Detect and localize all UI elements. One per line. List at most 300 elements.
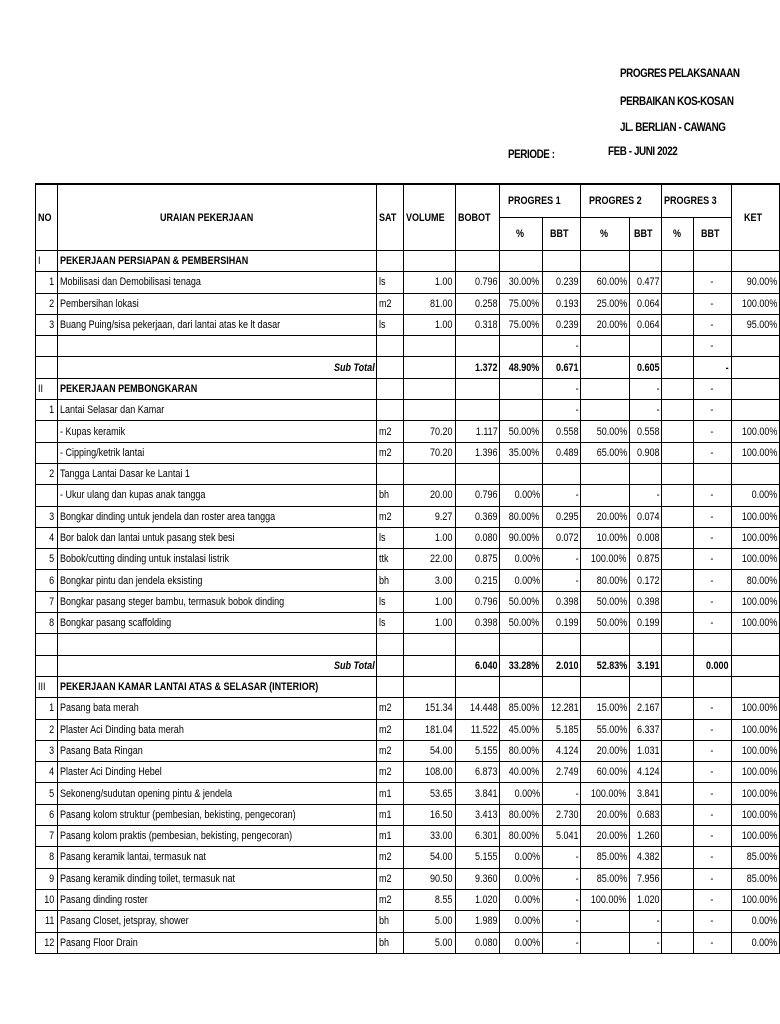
cell-p2-pct: 20.00% <box>581 314 629 335</box>
cell-ket: 100.00% <box>731 826 779 847</box>
cell-p2-pct: 20.00% <box>581 506 629 527</box>
cell-bobot: 0.875 <box>455 549 500 570</box>
cell-volume <box>403 655 455 676</box>
cell-p3-pct <box>662 506 694 527</box>
cell-volume: 8.55 <box>403 889 455 910</box>
col-header-progres3: PROGRES 3 <box>662 184 731 218</box>
table-row <box>36 293 780 314</box>
cell-p1-pct: 80.00% <box>500 804 542 825</box>
cell-sat: m2 <box>377 421 403 442</box>
cell-volume <box>403 357 455 378</box>
cell-p3-bbt <box>694 463 732 484</box>
cell-p1-pct: 0.00% <box>500 889 542 910</box>
cell-sat <box>377 400 403 421</box>
cell-p2-pct <box>581 400 629 421</box>
cell-ket: 95.00% <box>731 314 779 335</box>
cell-p1-pct: 30.00% <box>500 272 542 293</box>
cell-bobot: 1.396 <box>455 442 500 463</box>
cell-uraian: Pasang dinding roster <box>57 889 377 910</box>
cell-p3-pct <box>662 570 694 591</box>
cell-uraian: Pembersihan lokasi <box>57 293 377 314</box>
cell-uraian <box>57 634 377 655</box>
cell-bobot <box>455 336 500 357</box>
cell-ket <box>731 357 779 378</box>
cell-p1-bbt: - <box>542 889 581 910</box>
table-row <box>36 336 780 357</box>
cell-uraian: Plaster Aci Dinding Hebel <box>57 762 377 783</box>
cell-p2-bbt: 1.260 <box>629 826 662 847</box>
cell-p2-bbt: 0.683 <box>629 804 662 825</box>
cell-bobot <box>455 400 500 421</box>
col-header-p2-bbt: BBT <box>629 218 662 251</box>
cell-p1-bbt: 0.295 <box>542 506 581 527</box>
cell-no: 8 <box>36 847 58 868</box>
cell-p3-bbt <box>694 634 732 655</box>
cell-bobot: 0.796 <box>455 485 500 506</box>
cell-no: 5 <box>36 783 58 804</box>
cell-no: 9 <box>36 868 58 889</box>
cell-p2-pct: 55.00% <box>581 719 629 740</box>
cell-p3-pct <box>662 762 694 783</box>
cell-p3-pct <box>662 463 694 484</box>
cell-volume: 54.00 <box>403 847 455 868</box>
cell-no: 2 <box>36 719 58 740</box>
cell-volume: 3.00 <box>403 570 455 591</box>
cell-p1-pct <box>500 634 542 655</box>
cell-volume: 16.50 <box>403 804 455 825</box>
cell-bobot: 5.155 <box>455 847 500 868</box>
cell-ket: 100.00% <box>731 549 779 570</box>
cell-sat: m1 <box>377 783 403 804</box>
cell-ket: 100.00% <box>731 421 779 442</box>
cell-no: 2 <box>36 293 58 314</box>
cell-no <box>36 357 58 378</box>
cell-sat <box>377 655 403 676</box>
cell-uraian: Plaster Aci Dinding bata merah <box>57 719 377 740</box>
cell-sat: bh <box>377 911 403 932</box>
cell-p1-pct: 0.00% <box>500 911 542 932</box>
cell-uraian: Bobok/cutting dinding untuk instalasi listrik <box>57 549 377 570</box>
cell-bobot: 6.040 <box>455 655 500 676</box>
cell-p2-bbt <box>629 463 662 484</box>
cell-p1-bbt: 0.239 <box>542 314 581 335</box>
cell-p2-bbt: - <box>629 911 662 932</box>
cell-sat <box>377 378 403 399</box>
cell-no: 6 <box>36 570 58 591</box>
cell-sat: m1 <box>377 826 403 847</box>
cell-p1-pct <box>500 336 542 357</box>
cell-volume: 5.00 <box>403 911 455 932</box>
cell-sat: ls <box>377 527 403 548</box>
cell-p2-bbt: - <box>629 400 662 421</box>
cell-p3-pct <box>662 740 694 761</box>
cell-p1-pct: 75.00% <box>500 293 542 314</box>
cell-ket: 0.00% <box>731 932 779 953</box>
cell-uraian: Pasang keramik lantai, termasuk nat <box>57 847 377 868</box>
cell-p3-pct <box>662 634 694 655</box>
cell-volume: 151.34 <box>403 698 455 719</box>
cell-no: 3 <box>36 740 58 761</box>
cell-p3-bbt: - <box>694 804 732 825</box>
cell-p1-bbt: - <box>542 868 581 889</box>
cell-bobot: 0.369 <box>455 506 500 527</box>
cell-p3-pct <box>662 442 694 463</box>
cell-p1-pct: 80.00% <box>500 740 542 761</box>
cell-p3-bbt: 0.000 <box>694 655 732 676</box>
cell-ket <box>731 676 779 697</box>
col-header-p1-bbt: BBT <box>542 218 581 251</box>
cell-p3-pct <box>662 868 694 889</box>
cell-p2-pct <box>581 634 629 655</box>
cell-ket: 100.00% <box>731 591 779 612</box>
progress-table <box>35 183 780 954</box>
cell-p2-bbt: 4.382 <box>629 847 662 868</box>
cell-p1-bbt <box>542 463 581 484</box>
cell-uraian: Tangga Lantai Dasar ke Lantai 1 <box>57 463 377 484</box>
table-row <box>36 826 780 847</box>
cell-ket <box>731 463 779 484</box>
cell-bobot: 6.301 <box>455 826 500 847</box>
cell-no: 8 <box>36 613 58 634</box>
table-row <box>36 463 780 484</box>
section-row <box>36 676 780 697</box>
cell-p2-pct <box>581 676 629 697</box>
cell-p3-bbt: - <box>694 378 732 399</box>
cell-p2-pct <box>581 463 629 484</box>
table-row <box>36 698 780 719</box>
cell-p1-bbt: - <box>542 570 581 591</box>
cell-sat: m2 <box>377 698 403 719</box>
table-row <box>36 421 780 442</box>
cell-volume: 1.00 <box>403 613 455 634</box>
cell-ket: 90.00% <box>731 272 779 293</box>
subtotal-row <box>36 655 780 676</box>
cell-p2-pct: 60.00% <box>581 762 629 783</box>
cell-p1-pct: 0.00% <box>500 570 542 591</box>
cell-p2-pct <box>581 378 629 399</box>
cell-no: 2 <box>36 463 58 484</box>
cell-p1-pct: 33.28% <box>500 655 542 676</box>
cell-volume: 33.00 <box>403 826 455 847</box>
cell-p2-pct: 20.00% <box>581 740 629 761</box>
table-row <box>36 527 780 548</box>
cell-p3-bbt: - <box>694 570 732 591</box>
cell-uraian: Pasang keramik dinding toilet, termasuk nat <box>57 868 377 889</box>
cell-ket: 100.00% <box>731 698 779 719</box>
cell-p3-pct <box>662 400 694 421</box>
cell-bobot <box>455 634 500 655</box>
cell-p2-pct: 20.00% <box>581 804 629 825</box>
cell-sat: ttk <box>377 549 403 570</box>
cell-bobot <box>455 463 500 484</box>
cell-bobot <box>455 676 500 697</box>
cell-p3-pct <box>662 932 694 953</box>
cell-p2-pct: 50.00% <box>581 421 629 442</box>
cell-volume: 70.20 <box>403 442 455 463</box>
cell-ket <box>731 336 779 357</box>
table-row <box>36 272 780 293</box>
cell-ket: 0.00% <box>731 911 779 932</box>
report-title-line3: JL. BERLIAN - CAWANG <box>620 120 726 134</box>
cell-sat <box>377 463 403 484</box>
cell-p1-bbt: - <box>542 485 581 506</box>
section-row <box>36 378 780 399</box>
col-header-progres1: PROGRES 1 <box>500 184 581 218</box>
cell-p2-bbt: 3.191 <box>629 655 662 676</box>
cell-volume: 181.04 <box>403 719 455 740</box>
col-header-sat: SAT <box>377 184 403 251</box>
cell-uraian: Pasang kolom praktis (pembesian, bekisting, pengecoran) <box>57 826 377 847</box>
cell-p3-pct <box>662 378 694 399</box>
table-row <box>36 613 780 634</box>
cell-p2-pct <box>581 251 629 272</box>
cell-p2-bbt: 1.020 <box>629 889 662 910</box>
cell-uraian: Pasang Closet, jetspray, shower <box>57 911 377 932</box>
cell-no <box>36 485 58 506</box>
cell-p2-bbt <box>629 251 662 272</box>
cell-p1-bbt: 5.185 <box>542 719 581 740</box>
cell-p1-pct: 50.00% <box>500 591 542 612</box>
cell-p1-pct: 0.00% <box>500 932 542 953</box>
cell-no: 10 <box>36 889 58 910</box>
cell-ket: 100.00% <box>731 762 779 783</box>
cell-sat: m1 <box>377 804 403 825</box>
cell-ket: 100.00% <box>731 442 779 463</box>
cell-no: 7 <box>36 826 58 847</box>
cell-p2-bbt: 0.908 <box>629 442 662 463</box>
col-header-bobot: BOBOT <box>455 184 500 251</box>
cell-ket: 100.00% <box>731 783 779 804</box>
cell-sat: m2 <box>377 868 403 889</box>
subtotal-row <box>36 357 780 378</box>
cell-uraian: Pasang kolom struktur (pembesian, bekisting, pengecoran) <box>57 804 377 825</box>
cell-volume <box>403 378 455 399</box>
table-row <box>36 740 780 761</box>
cell-p2-pct: 15.00% <box>581 698 629 719</box>
table-row <box>36 847 780 868</box>
cell-no: 5 <box>36 549 58 570</box>
cell-volume <box>403 463 455 484</box>
cell-volume: 1.00 <box>403 527 455 548</box>
cell-p3-pct <box>662 549 694 570</box>
cell-p2-pct <box>581 336 629 357</box>
cell-p3-bbt: - <box>694 336 732 357</box>
cell-uraian: Mobilisasi dan Demobilisasi tenaga <box>57 272 377 293</box>
cell-p3-pct <box>662 826 694 847</box>
cell-p3-bbt: - <box>694 591 732 612</box>
cell-ket <box>731 251 779 272</box>
cell-p1-pct: 0.00% <box>500 549 542 570</box>
cell-p3-bbt: - <box>694 549 732 570</box>
cell-sat: m2 <box>377 847 403 868</box>
cell-uraian: Lantai Selasar dan Kamar <box>57 400 377 421</box>
cell-p1-pct: 0.00% <box>500 783 542 804</box>
cell-uraian: - Ukur ulang dan kupas anak tangga <box>57 485 377 506</box>
cell-no: 1 <box>36 698 58 719</box>
cell-p1-bbt: 2.730 <box>542 804 581 825</box>
cell-p3-pct <box>662 783 694 804</box>
cell-p2-bbt: 0.477 <box>629 272 662 293</box>
cell-p3-bbt: - <box>694 357 732 378</box>
cell-p1-bbt <box>542 251 581 272</box>
cell-p2-bbt: - <box>629 932 662 953</box>
cell-p2-pct <box>581 485 629 506</box>
cell-volume: 20.00 <box>403 485 455 506</box>
cell-p1-pct: 50.00% <box>500 613 542 634</box>
cell-sat: m2 <box>377 740 403 761</box>
cell-p3-pct <box>662 527 694 548</box>
cell-p2-bbt: 0.172 <box>629 570 662 591</box>
cell-uraian: - Kupas keramik <box>57 421 377 442</box>
cell-p3-bbt: - <box>694 293 732 314</box>
cell-volume <box>403 676 455 697</box>
cell-uraian: PEKERJAAN KAMAR LANTAI ATAS & SELASAR (INTERIOR) <box>57 676 377 697</box>
cell-p3-pct <box>662 847 694 868</box>
cell-bobot <box>455 251 500 272</box>
cell-p2-pct: 25.00% <box>581 293 629 314</box>
cell-volume: 90.50 <box>403 868 455 889</box>
cell-bobot: 6.873 <box>455 762 500 783</box>
cell-no: 1 <box>36 272 58 293</box>
cell-sat: m2 <box>377 442 403 463</box>
cell-p3-pct <box>662 357 694 378</box>
table-row <box>36 549 780 570</box>
cell-ket: 85.00% <box>731 847 779 868</box>
cell-p2-pct: 50.00% <box>581 613 629 634</box>
cell-p1-pct: 0.00% <box>500 868 542 889</box>
table-row <box>36 400 780 421</box>
cell-p2-pct: 60.00% <box>581 272 629 293</box>
cell-p3-pct <box>662 889 694 910</box>
cell-p3-pct <box>662 613 694 634</box>
cell-p2-bbt: 6.337 <box>629 719 662 740</box>
table-row <box>36 783 780 804</box>
cell-uraian <box>57 336 377 357</box>
col-header-p3-bbt: BBT <box>694 218 732 251</box>
cell-volume: 5.00 <box>403 932 455 953</box>
cell-p2-bbt <box>629 676 662 697</box>
cell-p1-bbt: - <box>542 911 581 932</box>
cell-uraian: Pasang bata merah <box>57 698 377 719</box>
cell-p1-bbt: 12.281 <box>542 698 581 719</box>
cell-ket <box>731 400 779 421</box>
table-row <box>36 932 780 953</box>
table-row <box>36 314 780 335</box>
cell-p3-pct <box>662 804 694 825</box>
cell-ket: 100.00% <box>731 804 779 825</box>
cell-uraian: - Cipping/ketrik lantai <box>57 442 377 463</box>
cell-p2-bbt <box>629 336 662 357</box>
cell-p3-bbt: - <box>694 314 732 335</box>
cell-p3-pct <box>662 911 694 932</box>
cell-no: 7 <box>36 591 58 612</box>
cell-ket: 100.00% <box>731 740 779 761</box>
cell-p3-bbt: - <box>694 421 732 442</box>
cell-p1-bbt: 4.124 <box>542 740 581 761</box>
cell-bobot: 1.020 <box>455 889 500 910</box>
col-header-volume: VOLUME <box>403 184 455 251</box>
cell-p3-bbt: - <box>694 400 732 421</box>
col-header-p2-pct: % <box>581 218 629 251</box>
cell-sat: m2 <box>377 762 403 783</box>
cell-uraian: Pasang Bata Ringan <box>57 740 377 761</box>
cell-p2-bbt: 0.008 <box>629 527 662 548</box>
cell-uraian: Buang Puing/sisa pekerjaan, dari lantai atas ke lt dasar <box>57 314 377 335</box>
cell-no <box>36 442 58 463</box>
cell-sat: bh <box>377 485 403 506</box>
table-row <box>36 570 780 591</box>
cell-p1-bbt: - <box>542 783 581 804</box>
cell-p3-bbt: - <box>694 698 732 719</box>
cell-p3-bbt: - <box>694 847 732 868</box>
cell-p1-pct: 45.00% <box>500 719 542 740</box>
table-row <box>36 442 780 463</box>
cell-no: I <box>36 251 58 272</box>
cell-bobot: 14.448 <box>455 698 500 719</box>
cell-p1-pct: 75.00% <box>500 314 542 335</box>
cell-p1-bbt: 5.041 <box>542 826 581 847</box>
cell-p1-bbt: - <box>542 378 581 399</box>
cell-volume: 81.00 <box>403 293 455 314</box>
cell-p3-bbt: - <box>694 911 732 932</box>
cell-p1-bbt: 0.199 <box>542 613 581 634</box>
cell-p3-bbt: - <box>694 889 732 910</box>
cell-bobot <box>455 378 500 399</box>
cell-p2-bbt: 3.841 <box>629 783 662 804</box>
cell-bobot: 0.080 <box>455 932 500 953</box>
cell-p1-bbt <box>542 676 581 697</box>
cell-ket: 0.00% <box>731 485 779 506</box>
cell-p3-pct <box>662 719 694 740</box>
cell-p3-pct <box>662 655 694 676</box>
cell-p1-bbt: 0.239 <box>542 272 581 293</box>
cell-no: 6 <box>36 804 58 825</box>
cell-p3-pct <box>662 293 694 314</box>
section-row <box>36 251 780 272</box>
cell-p3-bbt <box>694 251 732 272</box>
cell-volume: 1.00 <box>403 314 455 335</box>
cell-p2-pct: 10.00% <box>581 527 629 548</box>
cell-uraian: Pasang Floor Drain <box>57 932 377 953</box>
cell-bobot: 3.841 <box>455 783 500 804</box>
cell-bobot: 0.796 <box>455 591 500 612</box>
cell-volume: 53.65 <box>403 783 455 804</box>
cell-ket: 85.00% <box>731 868 779 889</box>
cell-p3-bbt: - <box>694 826 732 847</box>
table-row <box>36 762 780 783</box>
cell-ket: 100.00% <box>731 527 779 548</box>
cell-no: 3 <box>36 506 58 527</box>
cell-p3-bbt: - <box>694 719 732 740</box>
cell-p2-bbt: 0.875 <box>629 549 662 570</box>
cell-volume: 108.00 <box>403 762 455 783</box>
cell-no <box>36 336 58 357</box>
cell-p2-bbt: 7.956 <box>629 868 662 889</box>
cell-p2-pct: 65.00% <box>581 442 629 463</box>
cell-sat <box>377 634 403 655</box>
cell-p3-pct <box>662 336 694 357</box>
cell-p2-pct <box>581 932 629 953</box>
cell-bobot: 0.258 <box>455 293 500 314</box>
cell-p3-pct <box>662 591 694 612</box>
cell-ket: 80.00% <box>731 570 779 591</box>
cell-p2-pct <box>581 911 629 932</box>
cell-p2-bbt: 0.074 <box>629 506 662 527</box>
cell-sat: m2 <box>377 889 403 910</box>
cell-no: 12 <box>36 932 58 953</box>
cell-uraian: Bongkar pasang scaffolding <box>57 613 377 634</box>
cell-p3-bbt: - <box>694 527 732 548</box>
